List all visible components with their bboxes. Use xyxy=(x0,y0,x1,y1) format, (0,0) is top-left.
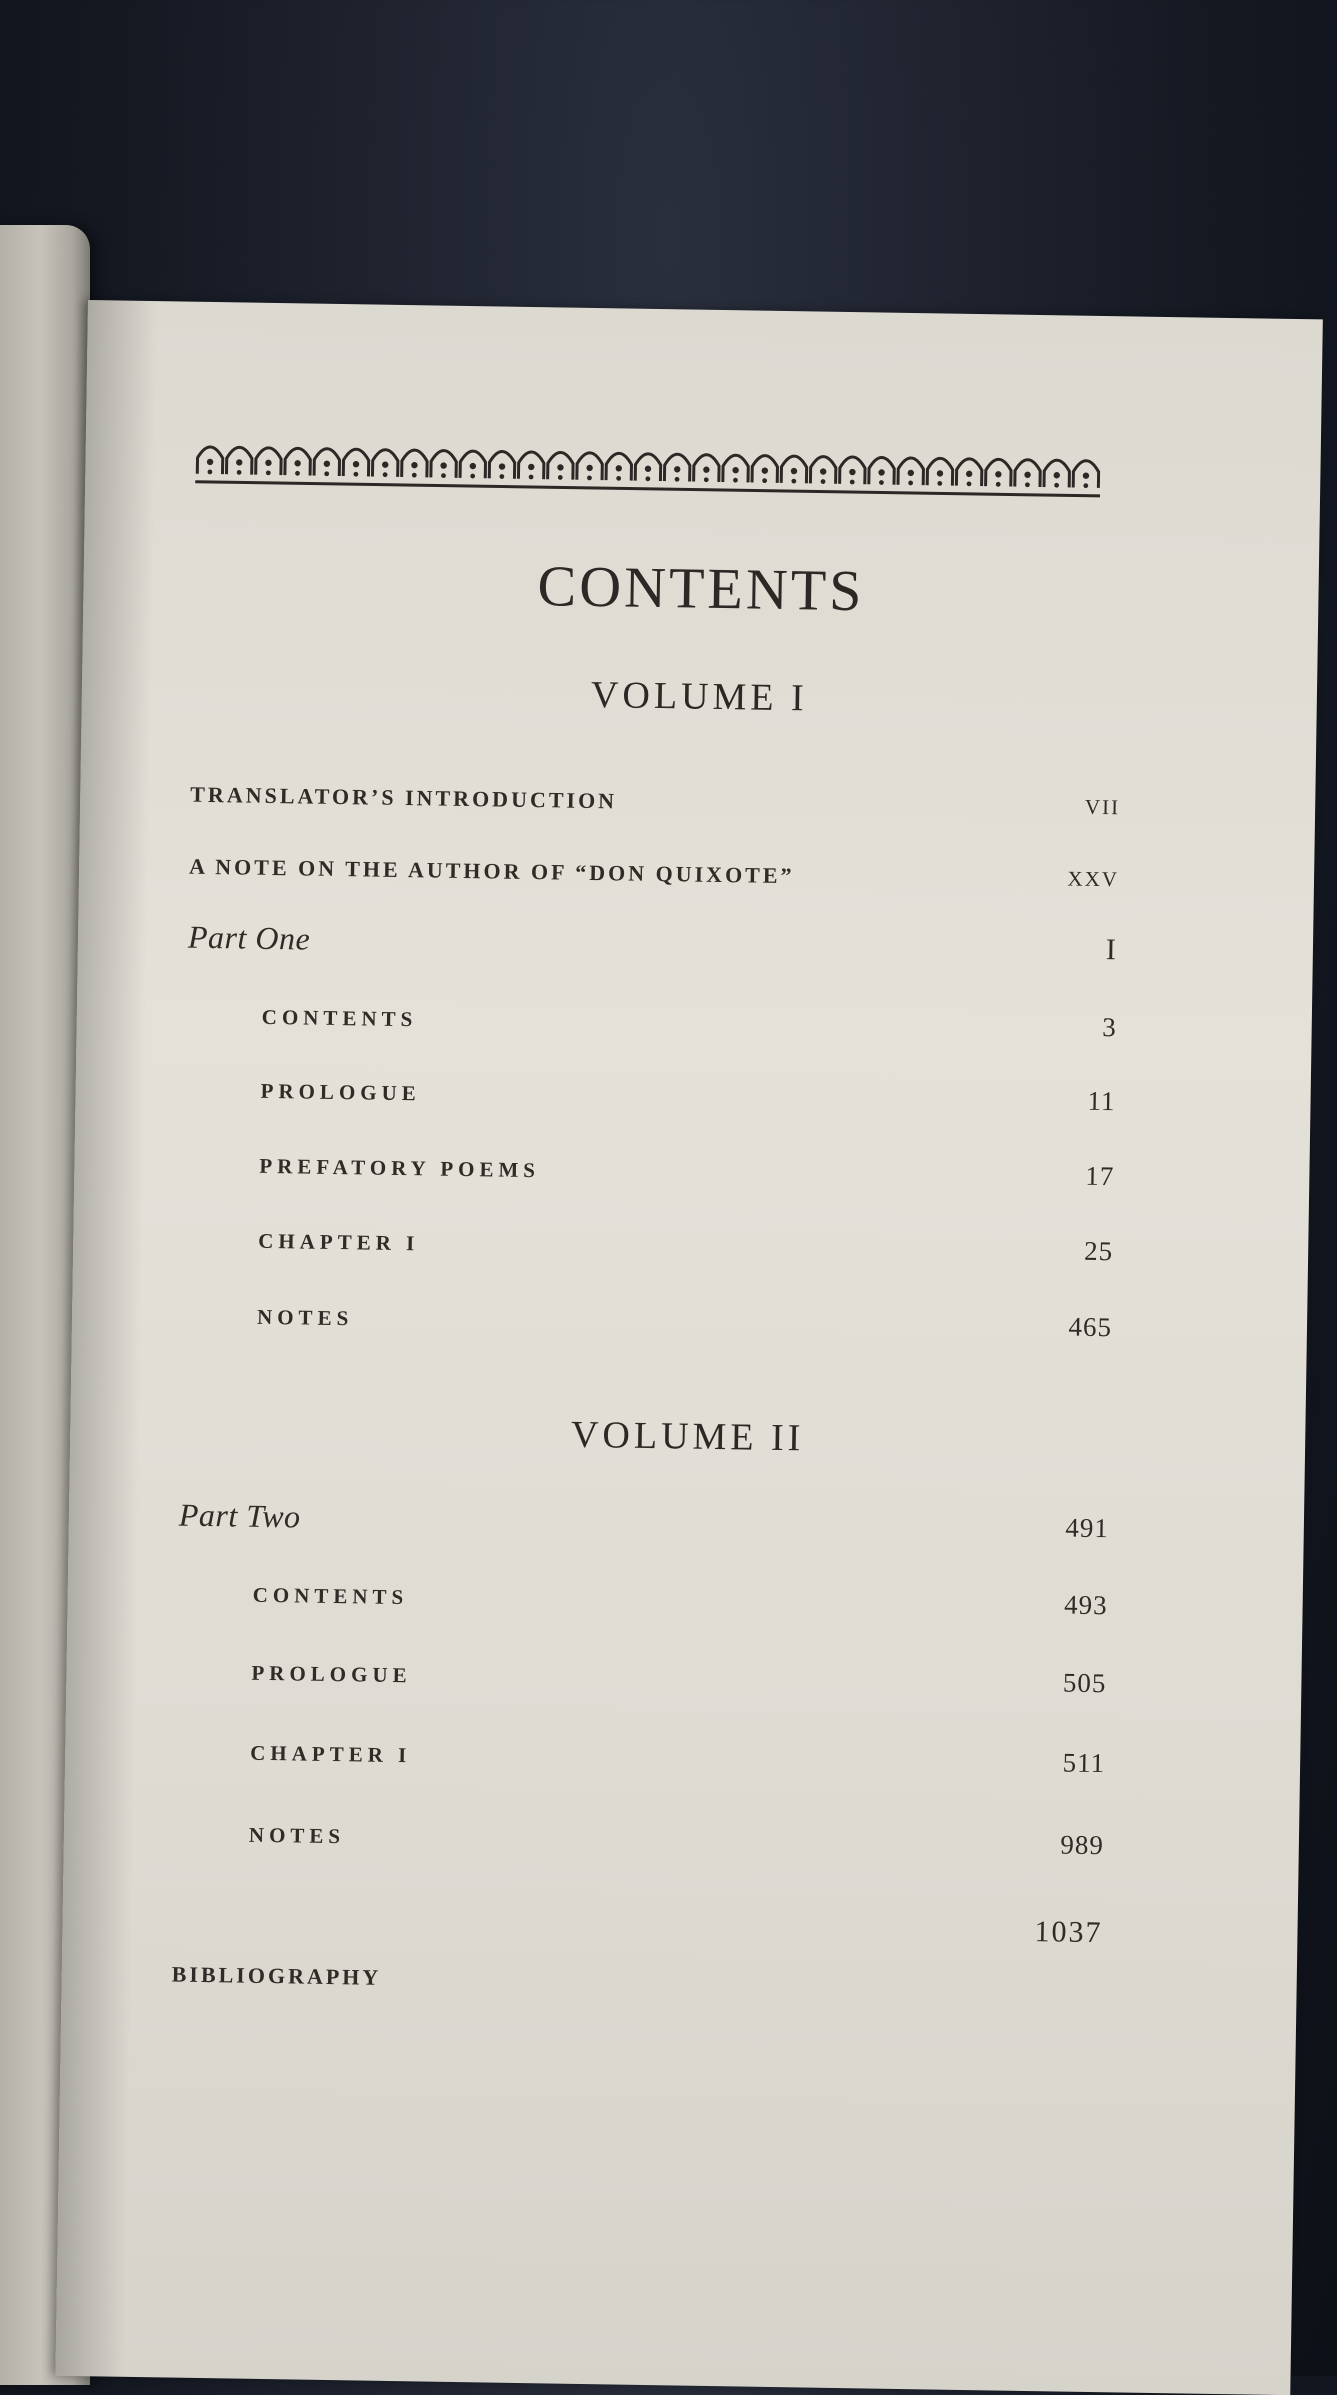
toc-entry-title: PROLOGUE xyxy=(260,1078,421,1106)
toc-entry-title: BIBLIOGRAPHY xyxy=(171,1961,382,1990)
toc-page-number: 989 xyxy=(1060,1829,1105,1861)
toc-page-number: I xyxy=(1105,933,1119,967)
toc-entry-title: NOTES xyxy=(248,1822,346,1849)
toc-row-prologue xyxy=(176,1660,1107,1715)
toc-page-number: 491 xyxy=(1065,1512,1110,1544)
toc-row-translators-introduction xyxy=(190,782,1121,837)
toc-row-note-on-author xyxy=(189,854,1120,909)
toc-page-number: 465 xyxy=(1068,1311,1113,1343)
volume-heading-1: VOLUME I xyxy=(590,673,809,720)
decorative-border-ornament xyxy=(195,432,1101,506)
toc-page-number: 17 xyxy=(1085,1160,1115,1192)
toc-page-number: xxv xyxy=(1067,859,1120,894)
toc-entry-title: CHAPTER I xyxy=(258,1228,420,1256)
toc-page-number: 25 xyxy=(1083,1235,1114,1267)
toc-part-title: Part One xyxy=(187,918,311,957)
toc-row-part-two xyxy=(178,1496,1110,1560)
toc-entry-title: TRANSLATOR’S INTRODUCTION xyxy=(190,781,618,814)
toc-row-notes xyxy=(173,1822,1104,1877)
toc-row-bibliography xyxy=(171,1915,1103,1997)
toc-row-chapter-i xyxy=(175,1740,1106,1795)
toc-entry-title: CONTENTS xyxy=(261,1004,418,1032)
toc-entry-title: A NOTE ON THE AUTHOR OF “DON QUIXOTE” xyxy=(188,853,795,889)
contents-page xyxy=(55,300,1322,2395)
toc-page-number: 3 xyxy=(1101,1012,1117,1043)
toc-page-number: 493 xyxy=(1063,1589,1108,1621)
toc-entry-title: PREFATORY POEMS xyxy=(259,1153,541,1183)
page-title: CONTENTS xyxy=(537,553,865,624)
toc-entry-title: CONTENTS xyxy=(252,1582,409,1610)
toc-row-chapter-i xyxy=(183,1228,1114,1283)
toc-row-contents xyxy=(186,1004,1117,1059)
toc-entry-title: NOTES xyxy=(256,1304,354,1331)
toc-part-title: Part Two xyxy=(178,1496,301,1535)
volume-heading-2: VOLUME II xyxy=(570,1413,805,1460)
toc-page-number: 1037 xyxy=(1034,1915,1103,1950)
toc-row-notes xyxy=(182,1304,1113,1359)
toc-entry-title: PROLOGUE xyxy=(251,1660,412,1688)
toc-row-part-one xyxy=(187,918,1119,982)
toc-page-number: 11 xyxy=(1087,1085,1116,1117)
toc-row-prologue xyxy=(185,1078,1116,1133)
toc-row-prefatory-poems xyxy=(184,1153,1115,1208)
toc-page-number: 505 xyxy=(1062,1667,1107,1699)
toc-row-contents xyxy=(177,1582,1108,1637)
toc-entry-title: CHAPTER I xyxy=(250,1740,412,1768)
toc-page-number: vii xyxy=(1084,787,1121,822)
toc-page-number: 511 xyxy=(1062,1747,1106,1779)
